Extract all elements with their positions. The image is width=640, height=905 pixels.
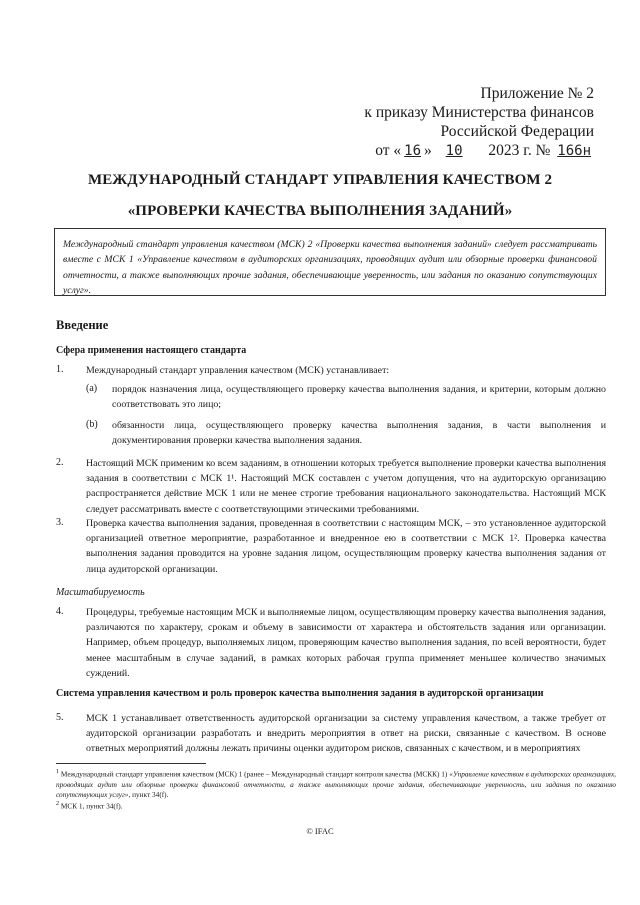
para-1-number: 1.	[56, 364, 64, 375]
para-1b-number: (b)	[86, 419, 98, 430]
date-mid: »	[424, 142, 432, 159]
para-1b-text: обязанности лица, осуществляющего проверку качества выполнения задания, в части выполнения и документирования проверки качества выполнения задания.	[112, 420, 606, 447]
footnote-divider	[56, 763, 206, 764]
order-date-line	[375, 141, 594, 161]
order-year: 2023 г. №	[488, 142, 551, 159]
para-5-text: МСК 1 устанавливает ответственность аудиторской организации за систему управления качеством, а также требует от аудиторской организации разработать и внедрить мероприятия в ответ на риски, связанные с качеством. В основе ответных мероприятий должны лежать причины оценки аудитором рисков, связанных с качеством, и в мероприятиях	[86, 713, 606, 755]
para-4-number: 4.	[56, 606, 64, 617]
system-heading: Система управления качеством и роль проверок качества выполнения задания в аудиторской организации	[56, 688, 544, 699]
standard-subtitle: «ПРОВЕРКИ КАЧЕСТВА ВЫПОЛНЕНИЯ ЗАДАНИЙ»	[127, 203, 513, 219]
order-number: 166н	[557, 143, 591, 159]
date-prefix: от «	[375, 142, 402, 159]
standard-title: МЕЖДУНАРОДНЫЙ СТАНДАРТ УПРАВЛЕНИЯ КАЧЕСТВОМ 2	[87, 172, 553, 188]
appendix-number: Приложение № 2	[480, 85, 594, 102]
order-day: 16	[404, 143, 422, 159]
footnote-2	[56, 799, 616, 812]
intro-heading: Введение	[56, 318, 109, 332]
para-3-number: 3.	[56, 517, 64, 528]
para-1-text: Международный стандарт управления качеством (МСК) устанавливает:	[86, 365, 390, 376]
ministry-name: Российской Федерации	[440, 123, 594, 140]
footnote-1	[56, 767, 616, 801]
footnote-2-text: МСК 1, пункт 34(f).	[60, 801, 123, 811]
boxed-note: Международный стандарт управления качеством (МСК) 2 «Проверки качества выполнения заданий» следует рассматривать вместе с МСК 1 «Управление качеством в аудиторских организациях, проводящих аудит или обзорные проверки финансовой отчетности, а также выполняющих прочие задания, обеспечивающие уверенность, или задания по оказанию сопутствующих услуг».	[54, 228, 606, 296]
para-1a-text: порядок назначения лица, осуществляющего проверку качества выполнения задания, и критерии, которым должно соответствовать это лицо;	[112, 384, 606, 411]
copyright: © IFAC	[306, 826, 334, 836]
para-3-text: Проверка качества выполнения задания, проведенная в соответствии с настоящим МСК, – это установленное аудиторской организацией ответное мероприятие, разработанное и внедренное ею в соответствии с МСК 1². Проверка качества выполнения задания проводится на уровне задания лицом, осуществляющим проверку качества выполнения задания от лица аудиторской организации.	[86, 518, 606, 575]
scope-heading: Сфера применения настоящего стандарта	[56, 345, 247, 356]
para-5-number: 5.	[56, 712, 64, 723]
para-2-text: Настоящий МСК применим ко всем заданиям, в отношении которых требуется выполнение проверки качества выполнения задания в соответствии с МСК 1¹. Настоящий МСК составлен с учетом допущения, что на аудиторскую организацию распространяется действие МСК 1 или не менее строгие требования национального законодательства. Настоящий МСК следует рассматривать вместе с соответствующими этическими требованиями.	[86, 458, 606, 515]
footnote-1-italic: «Управление качеством в аудиторских организациях, проводящих аудит или обзорные проверки финансовой отчетности, а также выполняющих прочие задания, обеспечивающие уверенность, или задания по оказанию сопутствующих услуг»	[56, 769, 617, 800]
para-2-number: 2.	[56, 457, 64, 468]
para-1a-number: (a)	[86, 383, 98, 394]
footnote-1-number: 1	[56, 769, 60, 775]
para-4-text: Процедуры, требуемые настоящим МСК и выполняемые лицом, осуществляющим проверку качества выполнения задания, различаются по характеру, срокам и объему в зависимости от характера и обстоятельств задания или организации. Например, объем процедур, выполняемых лицом, проверяющим качество выполнения задания, по всей вероятности, будет менее масштабным в случае заданий, в рамках которых рабочая группа применяет меньшее количество значимых суждений.	[86, 607, 606, 679]
scalability-heading: Масштабируемость	[56, 587, 145, 598]
footnote-2-number: 2	[56, 801, 60, 807]
order-reference: к приказу Министерства финансов	[364, 104, 594, 121]
footnote-1-text: Международный стандарт управления качеством (МСК) 1 (ранее – Международный стандарт контроля качества (МСКК) 1)	[60, 769, 448, 779]
footnote-1-ref: , пункт 34(f).	[128, 790, 169, 800]
order-month: 10	[445, 143, 463, 159]
